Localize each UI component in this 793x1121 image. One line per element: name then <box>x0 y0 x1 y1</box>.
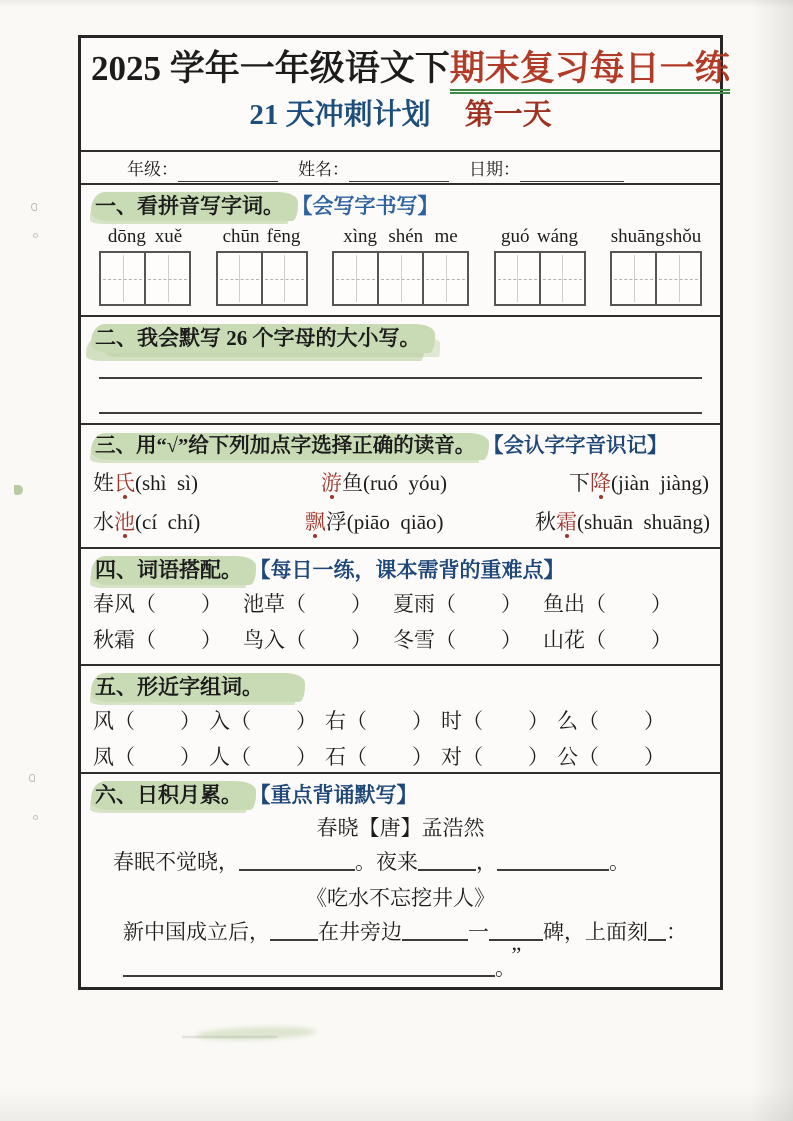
section-4-heading: 四、词语搭配。 <box>91 556 256 585</box>
reading-options: (shuān shuāng) <box>577 510 710 534</box>
scan-edge-shading-bottom <box>0 1087 793 1121</box>
word-part: 姓 <box>93 471 114 495</box>
section-2-heading: 二、我会默写 26 个字母的大小写。 <box>91 324 435 353</box>
section-3-heading: 三、用“√”给下列加点字选择正确的读音。 <box>91 433 489 460</box>
section-6-heading: 六、日积月累。 <box>91 781 256 810</box>
similar-char-item <box>93 741 209 774</box>
answer-parens: （ ） <box>435 628 523 652</box>
essay-fill-line-2 <box>91 942 710 986</box>
answer-parens: （ ） <box>346 709 434 733</box>
essay-text: 。 <box>495 956 506 980</box>
poem-text: 。 <box>609 850 630 874</box>
scan-edge-shading-right <box>751 0 793 1121</box>
answer-parens: （ ） <box>135 592 223 616</box>
dotted-character: 霜 <box>556 510 578 534</box>
essay-text: ： <box>666 920 687 944</box>
writing-box <box>377 251 424 306</box>
pinyin-syllable: xuě <box>154 226 183 247</box>
section-2-alphabet-dictation <box>81 315 720 423</box>
answer-parens: （ ） <box>462 745 550 769</box>
word: 秋霜 <box>93 628 135 652</box>
section-1-tag: 【会写字书写】 <box>302 194 439 218</box>
date-blank <box>520 164 624 182</box>
date-field <box>469 155 624 180</box>
fill-blank <box>402 919 468 941</box>
writing-box <box>655 251 702 306</box>
grade-blank <box>178 164 278 182</box>
section-1-pinyin-writing <box>81 183 720 315</box>
pinyin-group <box>494 225 586 306</box>
matching-item <box>393 588 543 621</box>
answer-parens: （ ） <box>578 709 666 733</box>
character: 公 <box>557 745 578 769</box>
pronunciation-item <box>93 466 321 500</box>
pronunciation-item <box>569 466 709 500</box>
essay-text: 一 <box>468 920 489 944</box>
matching-row <box>91 624 710 657</box>
pinyin-syllable: guó <box>500 226 530 247</box>
similar-char-row <box>91 705 710 738</box>
name-blank <box>349 164 449 182</box>
reading-options: (ruó yóu) <box>363 471 447 495</box>
title-red-part: 期末复习每日一练 <box>450 49 730 94</box>
word-part: 秋 <box>535 510 557 534</box>
fill-blank <box>489 919 543 941</box>
writing-box <box>216 251 263 306</box>
pinyin-row <box>494 225 586 249</box>
section-2-heading-row <box>91 323 710 353</box>
similar-char-item <box>325 741 441 774</box>
word-part: 浮 <box>325 510 347 534</box>
word: 冬雪 <box>393 628 435 652</box>
pinyin-row <box>99 225 191 249</box>
scan-artifact <box>182 1036 277 1038</box>
title-block <box>81 38 730 150</box>
poem-text: 春眠不觉晓， <box>113 850 239 874</box>
similar-char-item <box>441 705 557 738</box>
character: 入 <box>209 709 230 733</box>
word: 鱼出 <box>543 592 585 616</box>
word: 池草 <box>243 592 285 616</box>
name-field <box>298 155 449 180</box>
answer-parens: （ ） <box>585 592 673 616</box>
section-6-tag: 【重点背诵默写】 <box>260 783 418 807</box>
pronunciation-item <box>93 505 305 539</box>
character: 石 <box>325 745 346 769</box>
section-5-heading: 五、形近字组词。 <box>91 673 305 702</box>
answer-parens: （ ） <box>346 745 434 769</box>
answer-parens: （ ） <box>435 592 523 616</box>
section-1-heading: 一、看拼音写字词。 <box>91 192 298 221</box>
scan-artifact <box>196 1025 316 1042</box>
answer-parens: （ ） <box>135 628 223 652</box>
fill-blank <box>239 849 355 871</box>
subtitle-plan: 21 天冲刺计划 <box>249 99 431 131</box>
pinyin-row <box>332 225 469 249</box>
section-4-tag: 【每日一练，课本需背的重难点】 <box>260 558 565 582</box>
dotted-character: 池 <box>114 510 135 534</box>
section-5-heading-row <box>91 672 710 702</box>
matching-row <box>91 588 710 621</box>
word-part: 下 <box>569 471 590 495</box>
date-label: 日期： <box>469 160 520 179</box>
section-3-tag: 【会认字字音识记】 <box>493 435 668 457</box>
page-subtitle <box>91 94 710 136</box>
essay-text: 碑，上面刻 <box>543 920 648 944</box>
scan-artifact <box>14 485 23 495</box>
pinyin-syllable: dōng <box>107 226 146 247</box>
writing-line <box>99 412 702 414</box>
poem-text: ， <box>476 850 497 874</box>
character: 对 <box>441 745 462 769</box>
answer-parens: （ ） <box>230 745 318 769</box>
scan-edge-shading-top <box>0 0 793 8</box>
scan-artifact <box>31 203 37 211</box>
scan-artifact <box>29 774 35 782</box>
name-label: 姓名： <box>298 160 349 179</box>
reading-options: (piāo qiāo) <box>346 510 444 534</box>
subtitle-day: 第一天 <box>464 99 552 131</box>
section-4-heading-row <box>91 555 710 585</box>
pinyin-grid-groups <box>91 223 710 306</box>
matching-item <box>243 588 393 621</box>
fill-blank <box>497 849 609 871</box>
pronunciation-item <box>321 466 569 500</box>
similar-char-item <box>325 705 441 738</box>
essay-title: 《吃水不忘挖井人》 <box>306 886 495 910</box>
character-boxes <box>332 251 469 306</box>
matching-item <box>543 588 693 621</box>
character: 人 <box>209 745 230 769</box>
pinyin-group <box>332 225 469 306</box>
page-title <box>91 46 730 92</box>
pinyin-group <box>610 225 702 306</box>
pinyin-row <box>610 225 702 249</box>
dotted-character: 氏 <box>114 471 135 495</box>
pinyin-syllable: xìng <box>343 226 378 247</box>
writing-box <box>422 251 469 306</box>
writing-box <box>261 251 308 306</box>
writing-box <box>494 251 541 306</box>
fill-blank <box>648 919 666 941</box>
reading-options: (jiàn jiàng) <box>611 471 709 495</box>
matching-item <box>93 588 243 621</box>
pronunciation-item <box>305 505 535 539</box>
reading-options: (cí chí) <box>135 510 201 534</box>
pinyin-syllable: me <box>434 226 458 247</box>
similar-char-item <box>557 741 673 774</box>
writing-box <box>332 251 379 306</box>
character-boxes <box>610 251 702 306</box>
fill-blank <box>270 919 318 941</box>
dotted-character: 游 <box>321 471 342 495</box>
fill-blank <box>418 849 476 871</box>
section-1-heading-row <box>91 191 710 221</box>
word: 鸟入 <box>243 628 285 652</box>
writing-box <box>539 251 586 306</box>
similar-char-item <box>209 705 325 738</box>
character: 风 <box>93 709 114 733</box>
similar-char-item <box>557 705 673 738</box>
pinyin-syllable: shuāng <box>610 226 665 247</box>
poem-text: 。夜来 <box>355 850 418 874</box>
pinyin-group <box>216 225 308 306</box>
title-black-part: 2025 学年一年级语文下 <box>91 49 450 88</box>
answer-parens: （ ） <box>230 709 318 733</box>
pinyin-row <box>216 225 308 249</box>
pinyin-syllable: chūn <box>222 226 260 247</box>
writing-box <box>144 251 191 306</box>
similar-char-item <box>93 705 209 738</box>
word: 山花 <box>543 628 585 652</box>
character-boxes <box>216 251 308 306</box>
word: 春风 <box>93 592 135 616</box>
section-5-similar-characters <box>81 664 720 772</box>
poem-fill-line <box>91 844 710 880</box>
character: 右 <box>325 709 346 733</box>
word: 夏雨 <box>393 592 435 616</box>
essay-text: 新中国成立后， <box>123 920 270 944</box>
scan-artifact <box>33 233 38 238</box>
matching-item <box>543 624 693 657</box>
dotted-character: 飘 <box>304 510 326 534</box>
section-3-pronunciation-choice <box>81 423 720 547</box>
writing-box <box>610 251 657 306</box>
section-3-heading-row <box>91 431 710 461</box>
worksheet <box>78 35 730 990</box>
writing-box <box>99 251 146 306</box>
matching-item <box>243 624 393 657</box>
character: 凤 <box>93 745 114 769</box>
essay-text: 在井旁边 <box>318 920 402 944</box>
section-6-heading-row <box>91 780 710 810</box>
matching-item <box>393 624 543 657</box>
answer-parens: （ ） <box>578 745 666 769</box>
answer-parens: （ ） <box>285 628 373 652</box>
pinyin-syllable: fēng <box>266 226 301 247</box>
pronunciation-row <box>91 466 710 500</box>
reading-options: (shì sì) <box>135 471 198 495</box>
character: 么 <box>557 709 578 733</box>
similar-char-row <box>91 741 710 774</box>
closing-quote: ” <box>511 942 522 967</box>
pronunciation-item <box>535 505 710 539</box>
essay-fill-line <box>91 914 710 950</box>
dotted-character: 降 <box>590 471 611 495</box>
answer-parens: （ ） <box>285 592 373 616</box>
character-boxes <box>99 251 191 306</box>
pinyin-syllable: wáng <box>536 226 579 247</box>
word-part: 水 <box>93 510 114 534</box>
pinyin-syllable: shén <box>388 226 424 247</box>
fill-blank <box>123 955 495 977</box>
section-4-word-matching <box>81 547 720 664</box>
answer-parens: （ ） <box>114 709 202 733</box>
similar-char-item <box>441 741 557 774</box>
writing-line <box>99 377 702 379</box>
word-part: 鱼 <box>342 471 363 495</box>
section-6-accumulation <box>81 772 720 987</box>
matching-item <box>93 624 243 657</box>
pinyin-group <box>99 225 191 306</box>
answer-parens: （ ） <box>462 709 550 733</box>
answer-parens: （ ） <box>585 628 673 652</box>
character-boxes <box>494 251 586 306</box>
similar-char-item <box>209 741 325 774</box>
student-info-row <box>81 150 720 183</box>
poem-title: 春晓【唐】孟浩然 <box>316 816 485 840</box>
character: 时 <box>441 709 462 733</box>
grade-field <box>127 155 278 180</box>
pinyin-syllable: shǒu <box>665 226 702 247</box>
scan-artifact <box>33 815 38 820</box>
answer-parens: （ ） <box>114 745 202 769</box>
grade-label: 年级： <box>127 160 178 179</box>
pronunciation-row <box>91 505 710 539</box>
